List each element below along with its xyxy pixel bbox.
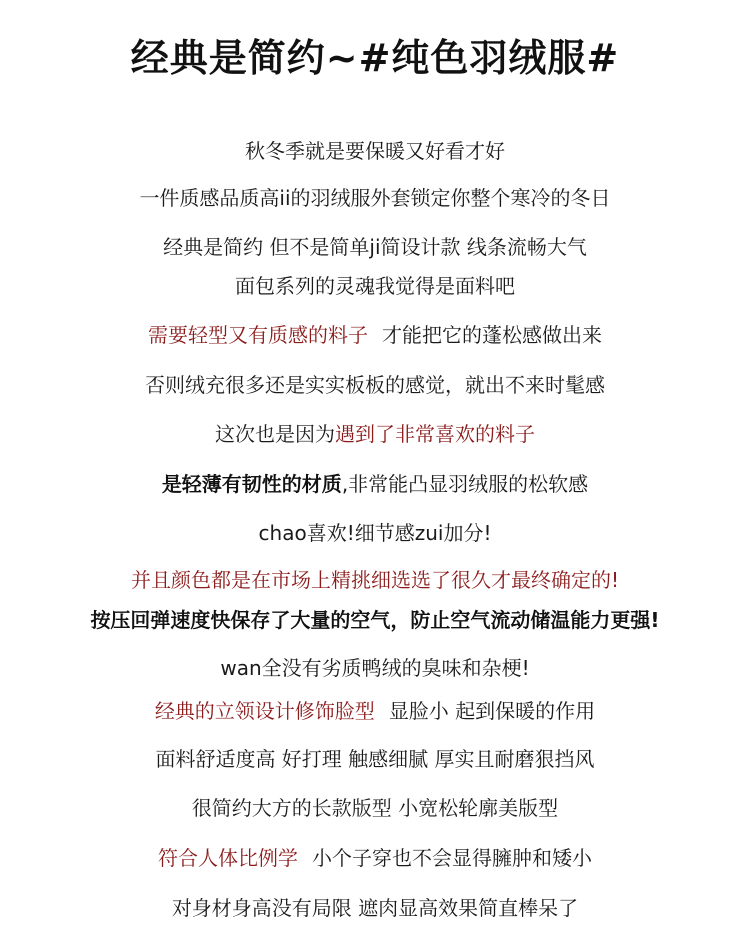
text-line-1: 秋冬季就是要保暖又好看才好 (245, 139, 505, 163)
text-line-12: wan全没有劣质鸭绒的臭味和杂梗! (220, 656, 530, 680)
text-line-7 (0, 419, 750, 449)
text-line-6: 否则绒充很多还是实实板板的感觉，就出不来时髦感 (145, 373, 605, 397)
text-line-10: 并且颜色都是在市场上精挑细选选了很久才最终确定的! (130, 568, 620, 592)
line-text: 才能把它的蓬松感做出来 (382, 323, 602, 347)
page-title: 经典是简约~#纯色羽绒服# (130, 36, 620, 80)
line-text: ,非常能凸显羽绒服的松软感 (341, 472, 589, 496)
text-line-17: 对身材身高没有局限 遮肉显高效果简直棒呆了 (171, 896, 579, 920)
line-text: 这次也是因为 (215, 422, 335, 446)
text-line-11: 按压回弹速度快保存了大量的空气，防止空气流动储温能力更强! (90, 608, 660, 632)
text-line-2: 一件质感品质高ii的羽绒服外套锁定你整个寒冷的冬日 (139, 186, 611, 210)
text-line-8 (0, 469, 750, 499)
text-line-15: 很简约大方的长款版型 小宽松轮廓美版型 (191, 796, 559, 820)
text-line-9: chao喜欢!细节感zui加分! (258, 521, 492, 545)
highlight-text: 符合人体比例学 (158, 846, 298, 870)
text-line-14: 面料舒适度高 好打理 触感细腻 厚实且耐磨狠挡风 (155, 747, 595, 771)
text-line-5 (0, 320, 750, 350)
line-text: 显脸小 起到保暖的作用 (388, 699, 596, 723)
text-line-3: 经典是简约 但不是简单ji简设计款 线条流畅大气 (163, 235, 587, 259)
bold-text: 是轻薄有韧性的材质 (161, 472, 342, 496)
highlight-text: 遇到了非常喜欢的料子 (335, 422, 535, 446)
text-line-16 (0, 843, 750, 873)
text-line-4: 面包系列的灵魂我觉得是面料吧 (235, 274, 515, 298)
line-text: 小个子穿也不会显得臃肿和矮小 (312, 846, 592, 870)
highlight-text: 经典的立领设计修饰脸型 (154, 699, 375, 723)
text-line-13 (0, 696, 750, 726)
highlight-text: 需要轻型又有质感的料子 (148, 323, 368, 347)
